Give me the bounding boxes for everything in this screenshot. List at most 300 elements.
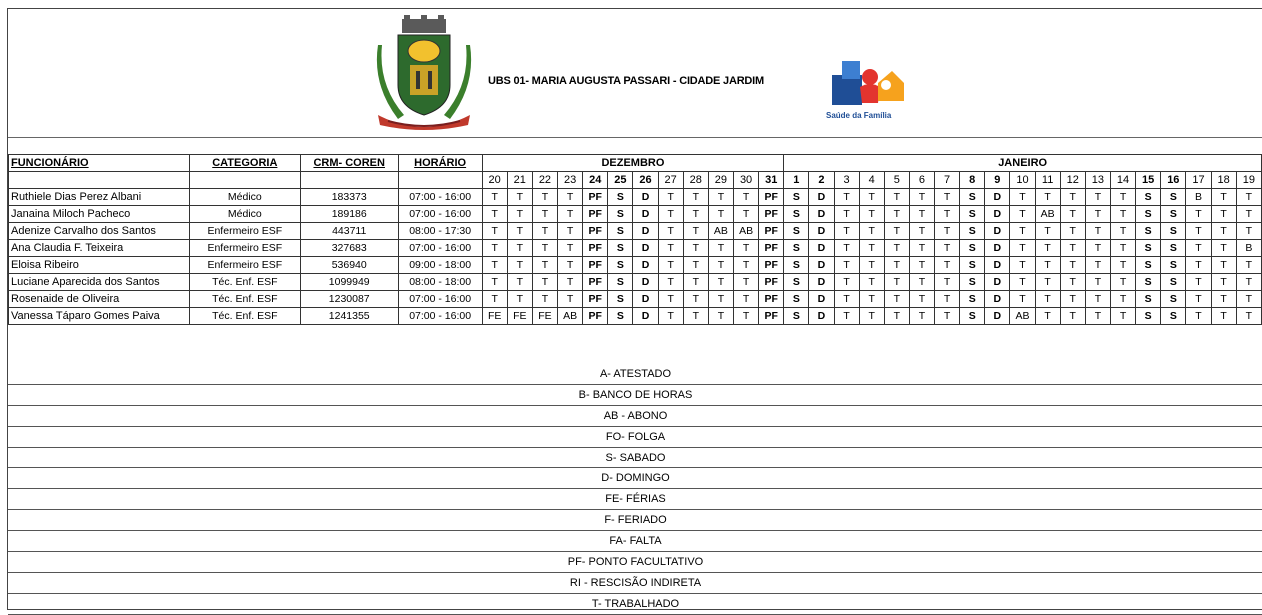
shift-code-cell: T: [935, 240, 960, 257]
shift-code-cell: T: [532, 223, 557, 240]
shift-code-cell: S: [608, 308, 633, 325]
shift-code-cell: S: [608, 257, 633, 274]
shift-code-cell: S: [784, 291, 809, 308]
shift-code-cell: T: [884, 240, 909, 257]
day-number: 12: [1060, 172, 1085, 189]
shift-code-cell: T: [1186, 291, 1211, 308]
shift-code-cell: AB: [558, 308, 583, 325]
staff-schedule-table: [8, 154, 1262, 325]
table-row: [9, 206, 1262, 223]
day-number: 11: [1035, 172, 1060, 189]
shift-code-cell: T: [909, 274, 934, 291]
shift-code-cell: S: [608, 189, 633, 206]
shift-code-cell: D: [985, 223, 1010, 240]
shift-code-cell: T: [482, 240, 507, 257]
shift-code-cell: S: [784, 189, 809, 206]
shift-code-cell: T: [1035, 291, 1060, 308]
shift-code-cell: T: [909, 291, 934, 308]
shift-code-cell: S: [608, 240, 633, 257]
shift-code-cell: T: [935, 291, 960, 308]
shift-code-cell: T: [1010, 189, 1035, 206]
employee-hours: 09:00 - 18:00: [398, 257, 482, 274]
shift-code-cell: T: [859, 223, 884, 240]
shift-code-cell: T: [884, 189, 909, 206]
shift-code-cell: T: [1110, 274, 1135, 291]
shift-code-cell: T: [909, 308, 934, 325]
shift-code-cell: T: [558, 291, 583, 308]
shift-code-cell: D: [985, 257, 1010, 274]
shift-code-cell: T: [834, 223, 859, 240]
day-number: 17: [1186, 172, 1211, 189]
shift-code-cell: T: [884, 223, 909, 240]
shift-code-cell: T: [507, 257, 532, 274]
shift-code-cell: S: [1161, 206, 1186, 223]
shift-code-cell: T: [1085, 189, 1110, 206]
shift-code-cell: S: [1161, 308, 1186, 325]
shift-code-cell: T: [1060, 189, 1085, 206]
shift-code-cell: T: [734, 291, 759, 308]
shift-code-cell: T: [1110, 291, 1135, 308]
shift-code-cell: T: [1236, 274, 1261, 291]
shift-code-cell: T: [935, 223, 960, 240]
shift-code-cell: T: [708, 189, 733, 206]
shift-code-cell: T: [859, 257, 884, 274]
day-number: 3: [834, 172, 859, 189]
shift-code-cell: T: [1211, 223, 1236, 240]
shift-code-cell: T: [1110, 257, 1135, 274]
shift-code-cell: S: [1136, 308, 1161, 325]
employee-hours: 07:00 - 16:00: [398, 240, 482, 257]
shift-code-cell: T: [1010, 206, 1035, 223]
shift-code-cell: S: [1161, 240, 1186, 257]
shift-code-cell: D: [985, 291, 1010, 308]
shift-code-cell: D: [809, 308, 834, 325]
shift-code-cell: S: [608, 223, 633, 240]
shift-code-cell: T: [683, 257, 708, 274]
table-row: [9, 223, 1262, 240]
shift-code-cell: S: [960, 189, 985, 206]
column-header-registry: CRM- COREN: [300, 155, 398, 172]
shift-code-cell: D: [633, 223, 658, 240]
shift-code-cell: T: [1211, 308, 1236, 325]
day-number: 23: [558, 172, 583, 189]
employee-name: Rosenaide de Oliveira: [9, 291, 190, 308]
employee-registry: 189186: [300, 206, 398, 223]
shift-code-cell: D: [633, 240, 658, 257]
shift-code-cell: T: [834, 257, 859, 274]
health-unit-title: UBS 01- MARIA AUGUSTA PASSARI - CIDADE JARDIM: [488, 75, 764, 87]
shift-code-cell: T: [1236, 206, 1261, 223]
shift-code-cell: D: [633, 274, 658, 291]
shift-code-cell: T: [1110, 189, 1135, 206]
column-header-schedule: HORÁRIO: [398, 155, 482, 172]
shift-code-cell: T: [935, 257, 960, 274]
blank-cell: [9, 172, 190, 189]
shift-code-cell: FE: [507, 308, 532, 325]
shift-code-cell: T: [507, 240, 532, 257]
blank-cell: [300, 172, 398, 189]
shift-code-cell: T: [507, 206, 532, 223]
shift-code-cell: T: [1010, 274, 1035, 291]
shift-code-cell: T: [1211, 240, 1236, 257]
shift-code-cell: T: [658, 291, 683, 308]
shift-code-cell: T: [834, 189, 859, 206]
header-spacer-row: [8, 138, 1262, 155]
shift-code-cell: T: [1085, 257, 1110, 274]
shift-code-cell: T: [1060, 274, 1085, 291]
shift-code-cell: T: [507, 274, 532, 291]
day-number: 19: [1236, 172, 1261, 189]
shift-code-cell: S: [1136, 291, 1161, 308]
employee-category: Médico: [189, 189, 300, 206]
day-number: 20: [482, 172, 507, 189]
shift-code-cell: T: [909, 206, 934, 223]
table-row: [9, 257, 1262, 274]
shift-code-cell: AB: [1035, 206, 1060, 223]
shift-code-cell: T: [1060, 223, 1085, 240]
legend-item: RI - RESCISÃO INDIRETA: [8, 573, 1262, 594]
shift-code-cell: FE: [532, 308, 557, 325]
shift-code-cell: T: [1211, 206, 1236, 223]
shift-code-cell: T: [859, 240, 884, 257]
day-number: 31: [759, 172, 784, 189]
shift-code-cell: T: [658, 257, 683, 274]
shift-code-cell: D: [633, 206, 658, 223]
shift-code-cell: S: [960, 257, 985, 274]
employee-registry: 536940: [300, 257, 398, 274]
shift-code-cell: T: [884, 291, 909, 308]
shift-code-cell: T: [1236, 223, 1261, 240]
shift-code-cell: S: [784, 240, 809, 257]
shift-code-cell: PF: [759, 257, 784, 274]
day-number: 9: [985, 172, 1010, 189]
shift-code-cell: S: [1161, 257, 1186, 274]
table-row: [9, 189, 1262, 206]
shift-code-cell: T: [532, 291, 557, 308]
shift-code-cell: D: [809, 274, 834, 291]
shift-code-cell: D: [809, 257, 834, 274]
shift-code-cell: S: [784, 274, 809, 291]
shift-code-cell: T: [834, 308, 859, 325]
table-row: [9, 291, 1262, 308]
employee-name: Eloisa Ribeiro: [9, 257, 190, 274]
shift-code-cell: T: [859, 274, 884, 291]
employee-category: Médico: [189, 206, 300, 223]
day-number: 25: [608, 172, 633, 189]
shift-code-cell: T: [558, 206, 583, 223]
shift-code-cell: T: [1186, 223, 1211, 240]
day-number: 16: [1161, 172, 1186, 189]
employee-name: Janaina Miloch Pacheco: [9, 206, 190, 223]
shift-code-cell: T: [507, 189, 532, 206]
shift-code-cell: T: [1110, 240, 1135, 257]
month-header-december: DEZEMBRO: [482, 155, 784, 172]
shift-code-cell: T: [683, 291, 708, 308]
shift-code-cell: T: [1211, 257, 1236, 274]
shift-code-cell: T: [734, 274, 759, 291]
employee-registry: 327683: [300, 240, 398, 257]
legend-item: A- ATESTADO: [8, 364, 1262, 385]
shift-code-cell: D: [633, 257, 658, 274]
shift-code-cell: PF: [759, 308, 784, 325]
shift-code-cell: PF: [759, 240, 784, 257]
shift-code-cell: T: [834, 274, 859, 291]
employee-hours: 07:00 - 16:00: [398, 189, 482, 206]
legend-item: PF- PONTO FACULTATIVO: [8, 552, 1262, 573]
shift-code-cell: T: [859, 308, 884, 325]
shift-code-cell: T: [1085, 308, 1110, 325]
shift-code-cell: T: [482, 291, 507, 308]
shift-code-cell: S: [1136, 257, 1161, 274]
shift-code-cell: T: [558, 240, 583, 257]
employee-category: Enfermeiro ESF: [189, 223, 300, 240]
shift-code-cell: S: [960, 223, 985, 240]
table-row: [9, 240, 1262, 257]
employee-name: Ana Claudia F. Teixeira: [9, 240, 190, 257]
shift-code-cell: D: [809, 206, 834, 223]
shift-code-cell: S: [960, 291, 985, 308]
shift-code-cell: T: [734, 257, 759, 274]
shift-code-cell: S: [1136, 206, 1161, 223]
employee-hours: 07:00 - 16:00: [398, 308, 482, 325]
shift-code-cell: S: [1136, 223, 1161, 240]
employee-registry: 1099949: [300, 274, 398, 291]
employee-registry: 1230087: [300, 291, 398, 308]
shift-code-cell: T: [482, 223, 507, 240]
shift-code-cell: T: [834, 240, 859, 257]
shift-code-cell: T: [532, 274, 557, 291]
shift-code-cell: T: [1060, 206, 1085, 223]
shift-code-cell: PF: [583, 206, 608, 223]
shift-code-cell: D: [985, 189, 1010, 206]
shift-code-cell: D: [809, 240, 834, 257]
shift-code-cell: T: [935, 206, 960, 223]
shift-code-cell: S: [1161, 189, 1186, 206]
document-header: [8, 9, 1262, 138]
shift-code-cell: T: [532, 240, 557, 257]
shift-code-cell: T: [532, 257, 557, 274]
day-number: 4: [859, 172, 884, 189]
employee-category: Téc. Enf. ESF: [189, 291, 300, 308]
shift-code-cell: T: [1060, 308, 1085, 325]
shift-code-cell: PF: [583, 291, 608, 308]
blank-cell: [189, 172, 300, 189]
day-number: 5: [884, 172, 909, 189]
shift-code-cell: S: [960, 274, 985, 291]
employee-category: Enfermeiro ESF: [189, 257, 300, 274]
employee-registry: 183373: [300, 189, 398, 206]
table-row: [9, 308, 1262, 325]
shift-code-cell: D: [633, 291, 658, 308]
legend-item: F- FERIADO: [8, 510, 1262, 531]
legend-item: FE- FÉRIAS: [8, 489, 1262, 510]
day-number: 18: [1211, 172, 1236, 189]
shift-code-cell: T: [1236, 308, 1261, 325]
shift-code-cell: T: [1010, 240, 1035, 257]
shift-code-cell: S: [608, 206, 633, 223]
day-number: 8: [960, 172, 985, 189]
shift-code-cell: T: [1060, 257, 1085, 274]
employee-hours: 07:00 - 16:00: [398, 291, 482, 308]
shift-code-cell: T: [1035, 189, 1060, 206]
shift-code-cell: T: [1035, 308, 1060, 325]
shift-code-cell: PF: [759, 291, 784, 308]
shift-code-cell: PF: [759, 274, 784, 291]
shift-code-cell: S: [784, 223, 809, 240]
column-header-category: CATEGORIA: [189, 155, 300, 172]
table-row: [9, 274, 1262, 291]
shift-code-cell: AB: [734, 223, 759, 240]
shift-code-cell: D: [809, 291, 834, 308]
day-number: 29: [708, 172, 733, 189]
coat-of-arms-icon: [374, 15, 474, 131]
shift-code-cell: T: [1035, 223, 1060, 240]
shift-code-cell: T: [834, 206, 859, 223]
shift-code-cell: T: [1085, 223, 1110, 240]
blank-cell: [398, 172, 482, 189]
employee-name: Vanessa Táparo Gomes Paiva: [9, 308, 190, 325]
shift-code-cell: S: [608, 274, 633, 291]
column-header-employee: FUNCIONÁRIO: [9, 155, 190, 172]
shift-code-cell: T: [859, 189, 884, 206]
shift-code-cell: T: [683, 308, 708, 325]
shift-code-cell: D: [985, 240, 1010, 257]
shift-code-cell: PF: [583, 240, 608, 257]
shift-code-cell: T: [734, 206, 759, 223]
shift-code-cell: T: [708, 257, 733, 274]
shift-code-cell: T: [708, 240, 733, 257]
shift-code-cell: T: [734, 240, 759, 257]
shift-code-cell: T: [558, 189, 583, 206]
day-number: 1: [784, 172, 809, 189]
shift-code-cell: T: [909, 223, 934, 240]
day-number: 27: [658, 172, 683, 189]
employee-hours: 08:00 - 18:00: [398, 274, 482, 291]
day-number: 26: [633, 172, 658, 189]
shift-code-cell: S: [1161, 223, 1186, 240]
shift-code-cell: S: [784, 206, 809, 223]
saude-da-familia-logo: [826, 55, 912, 125]
employee-hours: 08:00 - 17:30: [398, 223, 482, 240]
day-number: 30: [734, 172, 759, 189]
employee-registry: 443711: [300, 223, 398, 240]
shift-code-cell: S: [1161, 291, 1186, 308]
shift-code-cell: T: [683, 274, 708, 291]
shift-code-cell: T: [884, 206, 909, 223]
shift-code-cell: S: [1136, 274, 1161, 291]
shift-code-cell: PF: [759, 189, 784, 206]
shift-code-cell: AB: [1010, 308, 1035, 325]
shift-code-cell: T: [1186, 308, 1211, 325]
day-number: 6: [909, 172, 934, 189]
shift-code-cell: PF: [759, 206, 784, 223]
shift-code-cell: T: [884, 274, 909, 291]
shift-code-cell: T: [507, 291, 532, 308]
shift-code-cell: T: [683, 206, 708, 223]
shift-code-cell: T: [658, 308, 683, 325]
day-number: 21: [507, 172, 532, 189]
shift-code-cell: S: [1136, 189, 1161, 206]
shift-code-cell: T: [708, 291, 733, 308]
shift-code-cell: T: [1085, 240, 1110, 257]
shift-code-cell: T: [1211, 274, 1236, 291]
shift-code-cell: T: [1236, 257, 1261, 274]
legend-item: B- BANCO DE HORAS: [8, 385, 1262, 406]
employee-hours: 07:00 - 16:00: [398, 206, 482, 223]
legend-item: AB - ABONO: [8, 406, 1262, 427]
shift-code-cell: PF: [583, 189, 608, 206]
shift-code-cell: T: [1010, 291, 1035, 308]
shift-code-cell: S: [784, 257, 809, 274]
day-number: 7: [935, 172, 960, 189]
shift-code-cell: T: [1186, 257, 1211, 274]
shift-code-cell: T: [909, 240, 934, 257]
day-number: 14: [1110, 172, 1135, 189]
shift-code-cell: T: [935, 189, 960, 206]
legend-item: S- SABADO: [8, 448, 1262, 469]
shift-code-cell: D: [633, 308, 658, 325]
shift-code-cell: T: [482, 257, 507, 274]
shift-code-cell: T: [1186, 274, 1211, 291]
shift-code-cell: D: [985, 274, 1010, 291]
shift-code-cell: PF: [583, 308, 608, 325]
shift-code-cell: T: [909, 189, 934, 206]
shift-code-cell: PF: [583, 257, 608, 274]
employee-category: Téc. Enf. ESF: [189, 308, 300, 325]
day-number: 28: [683, 172, 708, 189]
shift-code-cell: T: [558, 223, 583, 240]
shift-code-cell: T: [1010, 257, 1035, 274]
shift-code-cell: T: [1110, 223, 1135, 240]
shift-code-cell: T: [1110, 308, 1135, 325]
shift-code-cell: T: [1085, 274, 1110, 291]
header-row-days: [9, 172, 1262, 189]
shift-code-cell: T: [734, 308, 759, 325]
shift-code-cell: D: [985, 308, 1010, 325]
shift-code-cell: S: [960, 240, 985, 257]
shift-code-cell: T: [884, 308, 909, 325]
legend-item: T- TRABALHADO: [8, 594, 1262, 615]
shift-code-cell: T: [482, 274, 507, 291]
day-number: 2: [809, 172, 834, 189]
employee-category: Téc. Enf. ESF: [189, 274, 300, 291]
shift-code-cell: T: [683, 223, 708, 240]
day-number: 24: [583, 172, 608, 189]
shift-code-cell: T: [1211, 291, 1236, 308]
shift-code-cell: D: [633, 189, 658, 206]
shift-code-cell: T: [683, 240, 708, 257]
day-number: 22: [532, 172, 557, 189]
month-header-january: JANEIRO: [784, 155, 1262, 172]
shift-code-cell: T: [532, 189, 557, 206]
shift-code-cell: S: [1136, 240, 1161, 257]
shift-code-cell: T: [1085, 291, 1110, 308]
shift-code-cell: T: [1236, 291, 1261, 308]
day-number: 10: [1010, 172, 1035, 189]
shift-code-cell: T: [482, 206, 507, 223]
shift-code-cell: T: [482, 189, 507, 206]
shift-code-cell: T: [532, 206, 557, 223]
employee-name: Adenize Carvalho dos Santos: [9, 223, 190, 240]
shift-code-cell: T: [859, 291, 884, 308]
shift-code-cell: T: [1236, 189, 1261, 206]
shift-code-cell: S: [1161, 274, 1186, 291]
shift-code-cell: T: [708, 308, 733, 325]
schedule-sheet: [7, 8, 1262, 610]
shift-code-cell: AB: [708, 223, 733, 240]
shift-code-cell: T: [1186, 240, 1211, 257]
shift-code-cell: PF: [583, 223, 608, 240]
